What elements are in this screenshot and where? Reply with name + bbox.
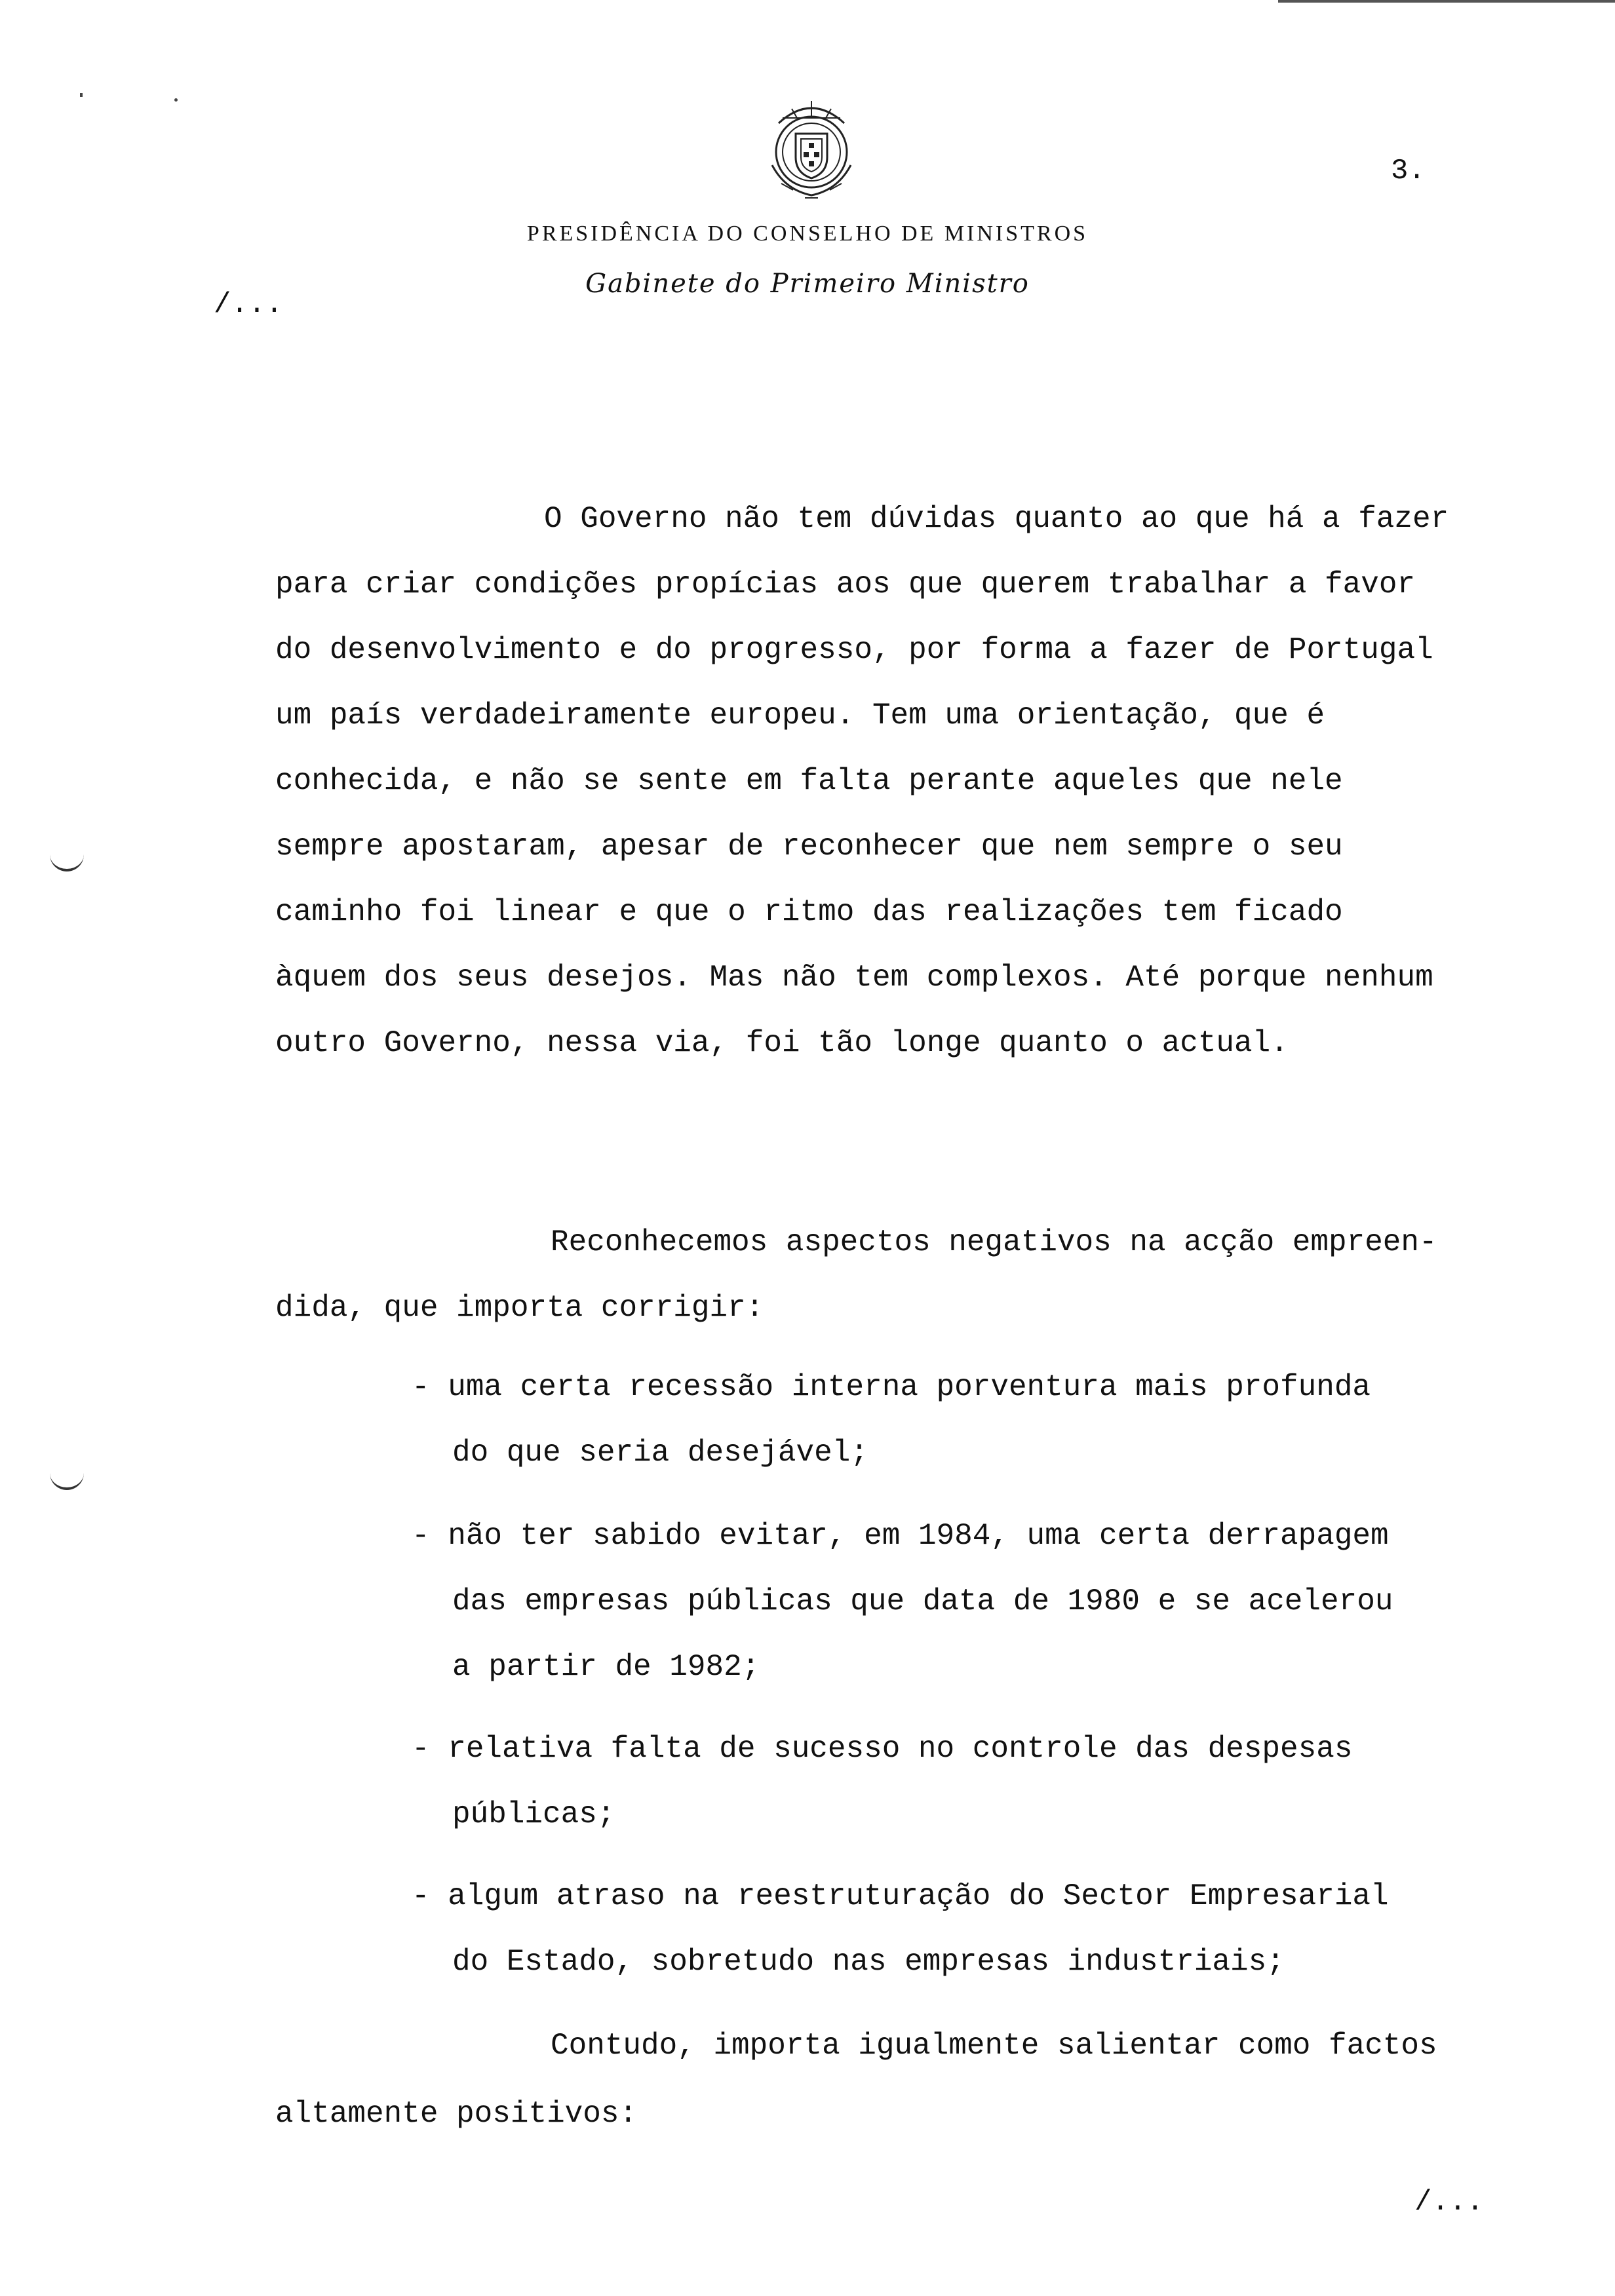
scan-mark [50, 854, 84, 871]
paragraph-line: Reconhecemos aspectos negativos na acção empreen- [551, 1225, 1437, 1259]
scan-edge-rule [1278, 0, 1615, 3]
paragraph-line: outro Governo, nessa via, foi tão longe quanto o actual. [275, 1026, 1289, 1060]
bullet-line: - relativa falta de sucesso no controle das despesas [412, 1732, 1353, 1766]
bullet-line: públicas; [452, 1797, 615, 1831]
institution-title: PRESIDÊNCIA DO CONSELHO DE MINISTROS [526, 221, 1089, 246]
continuation-marker-bottom: /... [1414, 2186, 1484, 2219]
bullet-line: do Estado, sobretudo nas empresas industriais; [452, 1945, 1285, 1979]
paragraph-line: sempre apostaram, apesar de reconhecer que nem sempre o seu [275, 830, 1343, 864]
paragraph-line: Contudo, importa igualmente salientar como factos [551, 2029, 1437, 2063]
scan-mark [50, 1473, 84, 1490]
paragraph-line: conhecida, e não se sente em falta perante aqueles que nele [275, 764, 1343, 798]
page-number: 3. [1391, 155, 1426, 187]
bullet-line: - uma certa recessão interna porventura mais profunda [412, 1370, 1371, 1404]
paragraph-line: àquem dos seus desejos. Mas não tem complexos. Até porque nenhum [275, 961, 1433, 995]
paragraph-line: dida, que importa corrigir: [275, 1291, 764, 1325]
bullet-line: das empresas públicas que data de 1980 e se acelerou [452, 1584, 1393, 1618]
office-subtitle: Gabinete do Primeiro Ministro [585, 269, 1030, 299]
bullet-line: - algum atraso na reestruturação do Sector Empresarial [412, 1879, 1389, 1913]
continuation-marker-top: /... [214, 288, 283, 321]
scan-mark [174, 98, 178, 102]
bullet-line: a partir de 1982; [452, 1650, 760, 1684]
bullet-line: do que seria desejável; [452, 1436, 868, 1470]
paragraph-line: do desenvolvimento e do progresso, por forma a fazer de Portugal [275, 633, 1433, 667]
coat-of-arms-icon [759, 92, 864, 203]
bullet-line: - não ter sabido evitar, em 1984, uma certa derrapagem [412, 1519, 1389, 1553]
paragraph-line: O Governo não tem dúvidas quanto ao que há a fazer [544, 502, 1449, 536]
paragraph-line: um país verdadeiramente europeu. Tem uma orientação, que é [275, 698, 1325, 733]
paragraph-line: para criar condições propícias aos que querem trabalhar a favor [275, 567, 1416, 602]
paragraph-line: caminho foi linear e que o ritmo das realizações tem ficado [275, 895, 1343, 929]
paragraph-line: altamente positivos: [275, 2097, 638, 2131]
scan-mark [80, 93, 83, 97]
